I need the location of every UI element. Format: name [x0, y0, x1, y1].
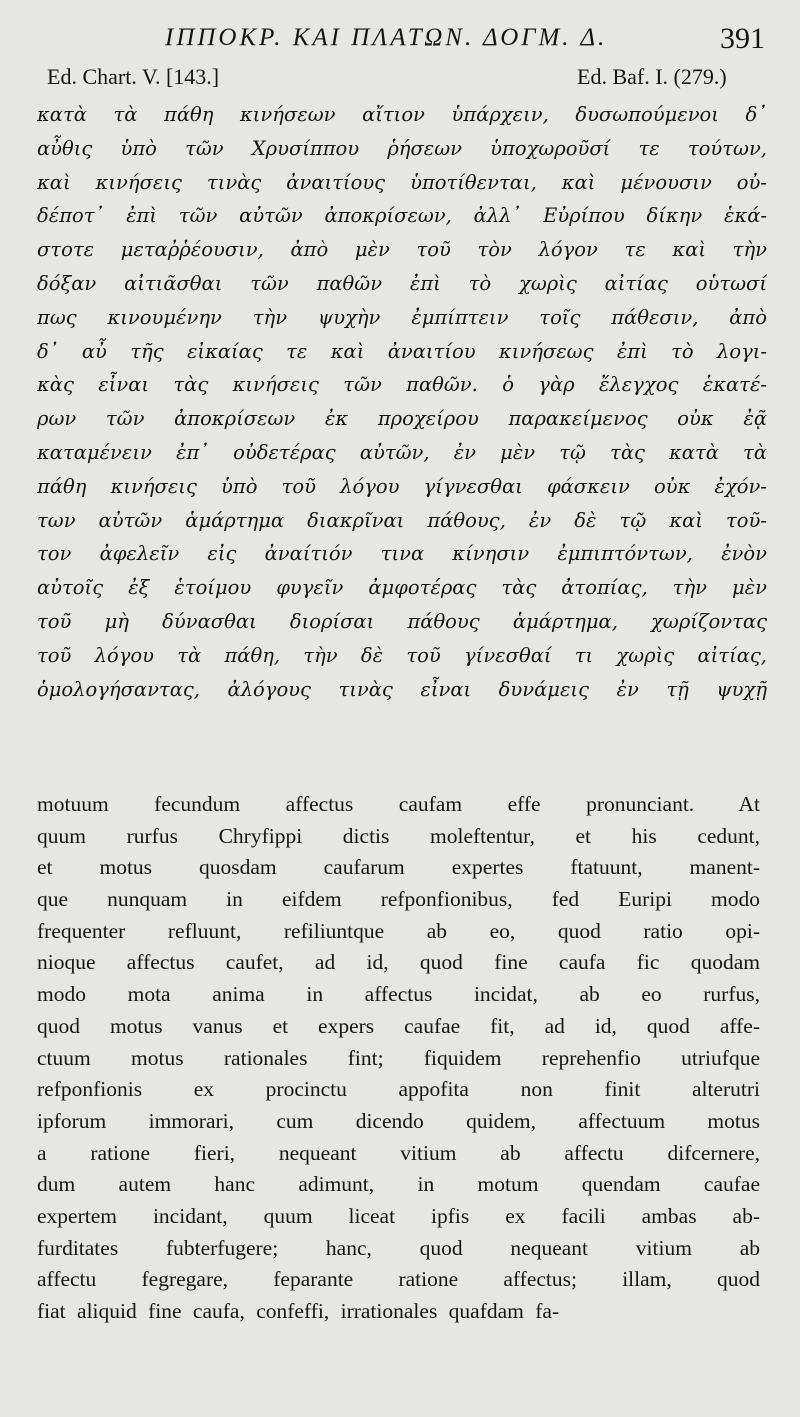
- greek-text-line: τοῦ μὴ δύνασθαι διορίσαι πάθους ἁμάρτημα, χωρίζοντας: [37, 609, 767, 633]
- latin-text-line: ipforum immorari, cum dicendo quidem, affectuum motus: [37, 1108, 760, 1133]
- greek-text-line: τοῦ λόγου τὰ πάθη, τὴν δὲ τοῦ γίνεσθαί τι χωρὶς αἰτίας,: [37, 643, 767, 667]
- latin-text-line: motuum fecundum affectus caufam effe pronunciant. At: [37, 792, 760, 816]
- greek-text-line: κατὰ τὰ πάθη κινήσεων αἴτιον ὑπάρχειν, δυσωπούμενοι δ᾽: [37, 103, 767, 126]
- latin-text-line: expertem incidant, quum liceat ipfis ex facili ambas ab-: [37, 1203, 760, 1228]
- greek-text-line: δέποτ᾽ ἐπὶ τῶν αὐτῶν ἀποκρίσεων, ἀλλ᾽ Εὐρίπου δίκην ἑκά-: [37, 204, 767, 228]
- greek-text-block: [37, 98, 767, 706]
- greek-text-line: δ᾽ αὖ τῆς εἰκαίας τε καὶ ἀναιτίου κινήσεως ἐπὶ τὸ λογι-: [37, 339, 767, 363]
- greek-text-line: των αὐτῶν ἁμάρτημα διακρῖναι πάθους, ἐν δὲ τῷ καὶ τοῦ-: [37, 508, 767, 532]
- latin-text-line: quod motus vanus et expers caufae fit, ad id, quod affe-: [37, 1013, 760, 1038]
- edition-basel: Ed. Baf. I. (279.): [577, 64, 727, 89]
- running-title: ΙΠΠΟΚΡ. ΚΑΙ ΠΛΑΤΩΝ. ΔΟΓΜ. Δ.: [165, 24, 608, 51]
- running-head: [0, 20, 800, 60]
- greek-text-line: κὰς εἶναι τὰς κινήσεις τῶν παθῶν. ὁ γὰρ ἔλεγχος ἑκατέ-: [37, 373, 767, 397]
- greek-text-line: καὶ κινήσεις τινὰς ἀναιτίους ὑποτίθενται, καὶ μένουσιν οὐ-: [37, 170, 767, 194]
- greek-text-line: πάθη κινήσεις ὑπὸ τοῦ λόγου γίγνεσθαι φάσκειν οὐκ ἐχόν-: [37, 474, 767, 498]
- latin-text-line: ctuum motus rationales fint; fiquidem reprehenfio utriufque: [37, 1045, 760, 1070]
- greek-text-line: αὐτοῖς ἐξ ἑτοίμου φυγεῖν ἀμφοτέρας τὰς ἀτοπίας, τὴν μὲν: [37, 576, 767, 600]
- greek-text-line: καταμένειν ἐπ᾽ οὐδετέρας αὐτῶν, ἐν μὲν τῷ τὰς κατὰ τὰ: [37, 440, 767, 464]
- latin-text-line: nioque affectus caufet, ad id, quod fine caufa fic quodam: [37, 950, 760, 975]
- greek-text-line: ρων τῶν ἀποκρίσεων ἐκ προχείρου παρακείμενος οὐκ ἐᾷ: [37, 407, 767, 431]
- latin-text-line: refponfionis ex procinctu appofita non finit alterutri: [37, 1077, 760, 1102]
- latin-text-line: affectu fegregare, feparante ratione affectus; illam, quod: [37, 1267, 760, 1292]
- latin-text-block: [37, 789, 760, 1328]
- latin-text-line: frequenter refluunt, refiliuntque ab eo, quod ratio opi-: [37, 918, 760, 943]
- greek-text-line: ὁμολογήσαντας, ἀλόγους τινὰς εἶναι δυνάμεις ἐν τῇ ψυχῇ: [37, 677, 767, 701]
- latin-text-line: a ratione fieri, nequeant vitium ab affectu difcernere,: [37, 1140, 760, 1165]
- greek-text-line: στοτε μεταῤῥέουσιν, ἀπὸ μὲν τοῦ τὸν λόγον τε καὶ τὴν: [37, 238, 767, 262]
- latin-text-line: furditates fubterfugere; hanc, quod nequeant vitium ab: [37, 1235, 760, 1260]
- latin-text-line: que nunquam in eifdem refponfionibus, fed Euripi modo: [37, 887, 760, 912]
- greek-text-line: πως κινουμένην τὴν ψυχὴν ἐμπίπτειν τοῖς πάθεσιν, ἀπὸ: [37, 305, 767, 329]
- edition-chartier: Ed. Chart. V. [143.]: [47, 64, 220, 89]
- latin-text-line: quum rurfus Chryfippi dictis moleftentur, et his cedunt,: [37, 823, 760, 848]
- page-number: 391: [720, 22, 765, 55]
- latin-text-line: modo mota anima in affectus incidat, ab eo rurfus,: [37, 982, 760, 1007]
- greek-text-line: δόξαν αἰτιᾶσθαι τῶν παθῶν ἐπὶ τὸ χωρὶς αἰτίας οὑτωσί: [37, 271, 767, 295]
- latin-text-line: fiat aliquid fine caufa, confeffi, irrationales quafdam fa-: [37, 1299, 560, 1323]
- latin-text-line: dum autem hanc adimunt, in motum quendam caufae: [37, 1172, 760, 1197]
- greek-text-line: αὖθις ὑπὸ τῶν Χρυσίππου ῥήσεων ὑποχωροῦσί τε τούτων,: [37, 136, 767, 160]
- latin-text-line: et motus quosdam caufarum expertes ftatuunt, manent-: [37, 855, 760, 880]
- greek-text-line: τον ἀφελεῖν εἰς ἀναίτιόν τινα κίνησιν ἐμπιπτόντων, ἐνὸν: [37, 542, 767, 566]
